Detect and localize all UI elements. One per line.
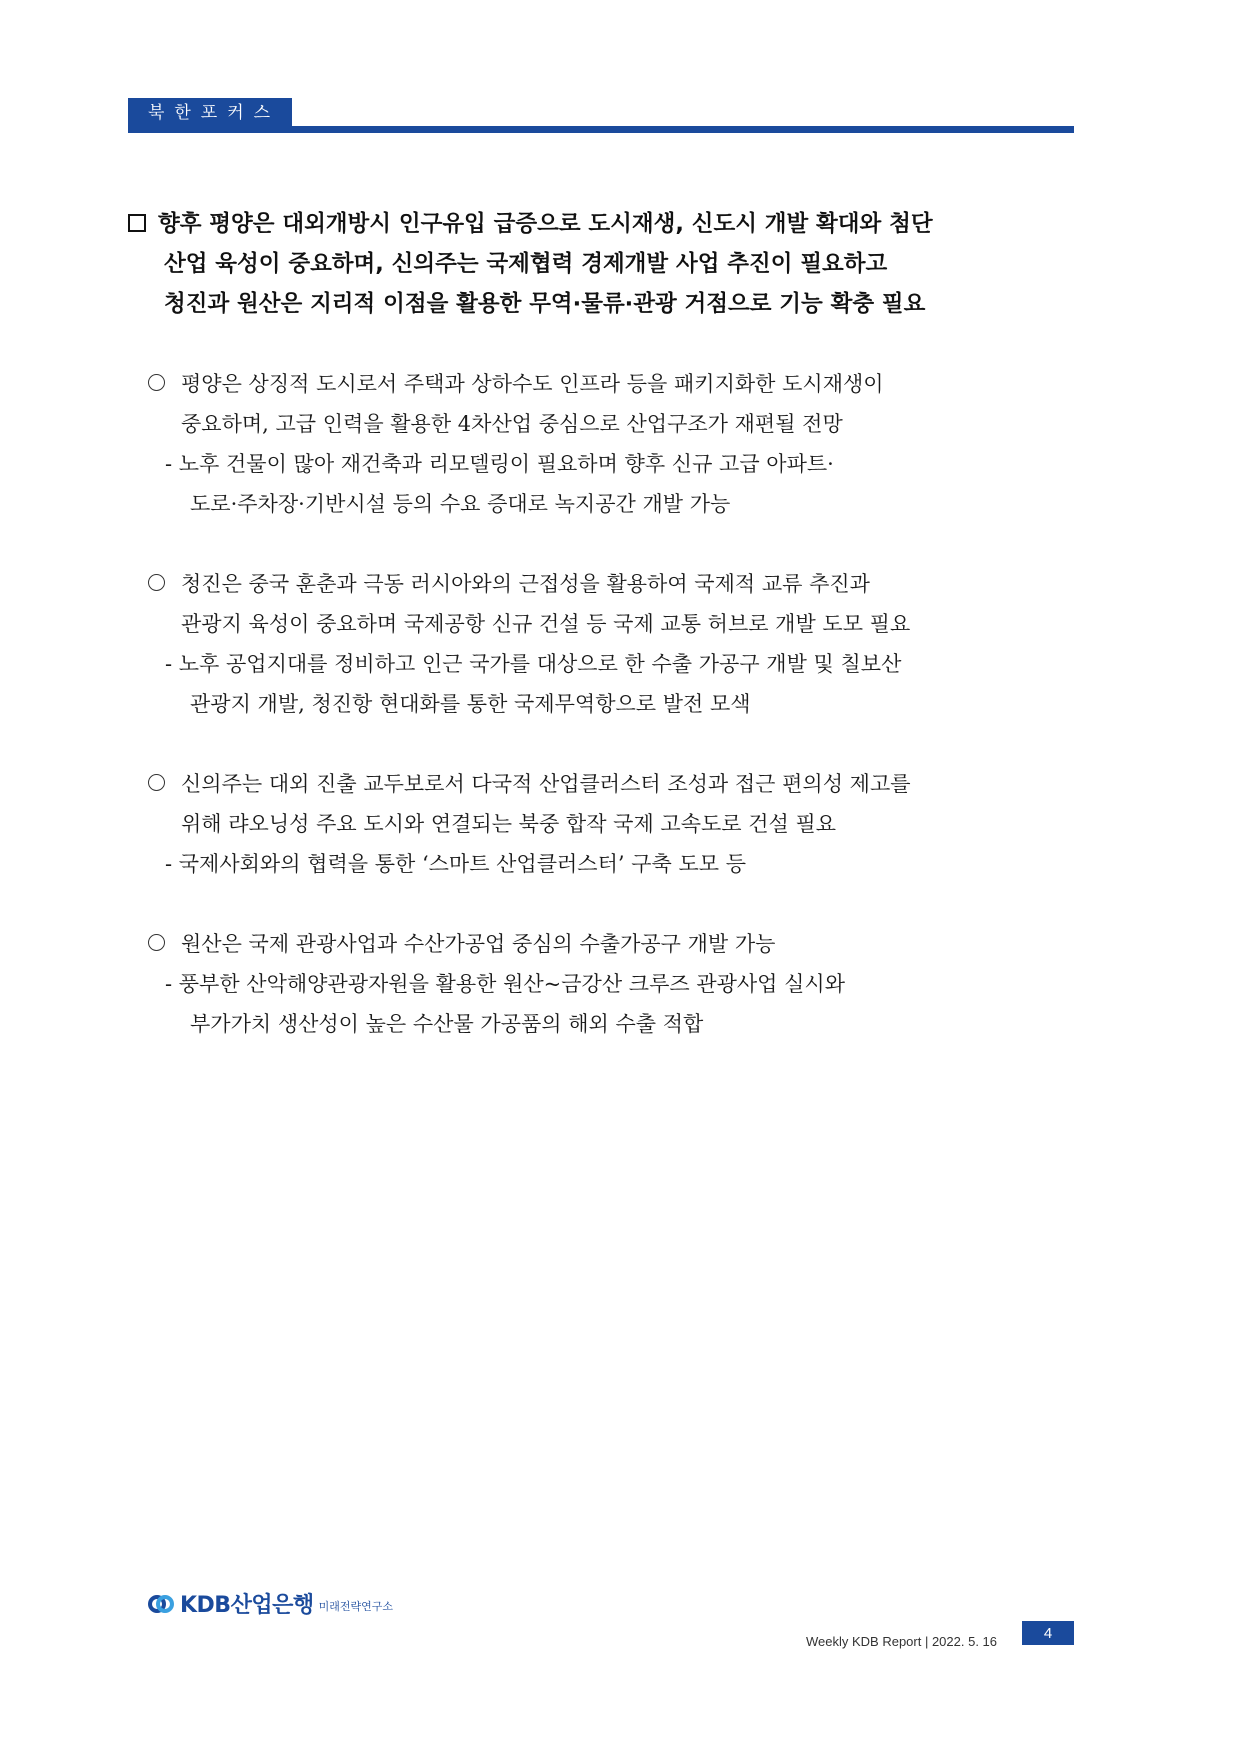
- sub-item-cont: 부가가치 생산성이 높은 수산물 가공품의 해외 수출 적합: [190, 1012, 704, 1036]
- section-chongjin: [128, 564, 1074, 724]
- circle-bullet-icon: [148, 934, 165, 951]
- sub-item-cont: 관광지 개발, 청진항 현대화를 통한 국제무역항으로 발전 모색: [190, 692, 751, 716]
- section-wonsan: [128, 924, 1074, 1044]
- square-bullet-icon: [128, 214, 146, 232]
- section-tab: 북한포커스: [128, 98, 292, 128]
- bullet-text-cont: 관광지 육성이 중요하며 국제공항 신규 건설 등 국제 교통 허브로 개발 도모 필요: [181, 612, 911, 636]
- sub-item-cont: 도로·주차장·기반시설 등의 수요 증대로 녹지공간 개발 가능: [190, 492, 731, 516]
- bullet-text: 평양은 상징적 도시로서 주택과 상하수도 인프라 등을 패키지화한 도시재생이: [181, 372, 884, 396]
- section-sinuiju: [128, 764, 1074, 884]
- bullet-text-cont: 위해 랴오닝성 주요 도시와 연결되는 북중 합작 국제 고속도로 건설 필요: [181, 812, 837, 836]
- headline: [128, 204, 1074, 324]
- headline-line-1: 향후 평양은 대외개방시 인구유입 급증으로 도시재생, 신도시 개발 확대와 첨단: [158, 211, 933, 237]
- section-pyongyang: [128, 364, 1074, 524]
- circle-bullet-icon: [148, 774, 165, 791]
- report-info: Weekly KDB Report | 2022. 5. 16: [806, 1634, 998, 1649]
- header-rule: [128, 126, 1074, 133]
- circle-bullet-icon: [148, 374, 165, 391]
- sub-item: - 노후 건물이 많아 재건축과 리모델링이 필요하며 향후 신규 고급 아파트·: [165, 452, 834, 476]
- bullet-line: [128, 364, 1074, 404]
- bullet-line: [128, 564, 1074, 604]
- bullet-text: 청진은 중국 훈춘과 극동 러시아와의 근접성을 활용하여 국제적 교류 추진과: [181, 572, 870, 596]
- sub-item: - 국제사회와의 협력을 통한 ‘스마트 산업클러스터’ 구축 도모 등: [165, 852, 746, 876]
- bullet-line: [128, 924, 1074, 964]
- sub-item: - 풍부한 산악해양관광자원을 활용한 원산~금강산 크루즈 관광사업 실시와: [165, 972, 845, 996]
- bullet-line: [128, 764, 1074, 804]
- kdb-logo: [148, 1588, 393, 1619]
- sub-item: - 노후 공업지대를 정비하고 인근 국가를 대상으로 한 수출 가공구 개발 및 칠보산: [165, 652, 902, 676]
- page-number: 4: [1022, 1621, 1074, 1645]
- headline-line-2: 산업 육성이 중요하며, 신의주는 국제협력 경제개발 사업 추진이 필요하고: [164, 251, 888, 277]
- logo-brand-text: KDB산업은행: [180, 1593, 314, 1618]
- kdb-logo-icon: [148, 1591, 174, 1617]
- bullet-text: 신의주는 대외 진출 교두보로서 다국적 산업클러스터 조성과 접근 편의성 제고를: [181, 772, 911, 796]
- bullet-text-cont: 중요하며, 고급 인력을 활용한 4차산업 중심으로 산업구조가 재편될 전망: [181, 412, 843, 436]
- circle-bullet-icon: [148, 574, 165, 591]
- headline-line-3: 청진과 원산은 지리적 이점을 활용한 무역·물류·관광 거점으로 기능 확충 필요: [164, 291, 926, 317]
- bullet-text: 원산은 국제 관광사업과 수산가공업 중심의 수출가공구 개발 가능: [181, 932, 776, 956]
- logo-sub-text: 미래전략연구소: [318, 1599, 393, 1613]
